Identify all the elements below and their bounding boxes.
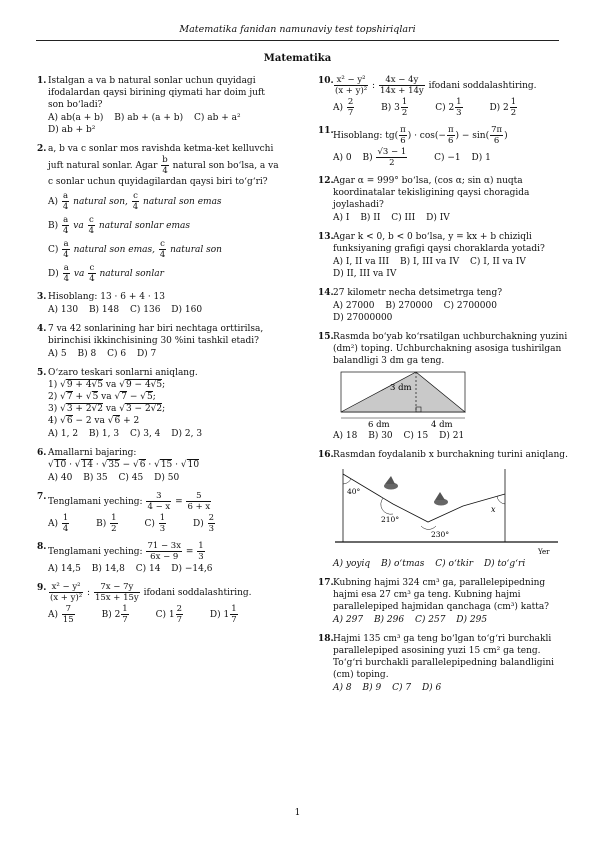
question-text-part1: a, b va c sonlar mos ravishda ketma-ket kelluvchi juft natural sonlar. Agar: [48, 144, 274, 171]
question-number: 17.: [318, 578, 334, 588]
option-a[interactable]: A) 0: [333, 153, 352, 163]
pair-3: 3) √3 + 2√2 va √3 − 2√2;: [48, 404, 166, 414]
question-number: 12.: [318, 176, 334, 186]
option-a[interactable]: A) 40: [48, 473, 73, 483]
answer-options: [48, 428, 282, 440]
question-number: 13.: [318, 232, 334, 242]
option-a[interactable]: A) $\frac{7}{15}$: [48, 604, 74, 625]
answer-options: [48, 513, 282, 534]
triangle-figure: [333, 370, 473, 428]
option-b[interactable]: B) ab + (a + b): [114, 113, 184, 123]
question-text: Amallarni bajaring:: [48, 448, 137, 458]
question-text: Kubning hajmi 324 cm³ ga, parallelepipedning hajmi esa 27 cm³ ga teng. Kubning hajmi parallelepiped hajmidan qanchaga (cm³) katta?: [333, 578, 550, 612]
ground-label: Yer: [538, 548, 550, 556]
header-rule: [36, 40, 559, 41]
bird-icon-1: [384, 476, 398, 490]
option-a[interactable]: A) $\frac{2}{7}$: [333, 97, 354, 118]
option-c[interactable]: C) $\frac{a}{4}$ natural son emas, $\frac{c}{4}$ natural son: [48, 239, 222, 260]
option-b[interactable]: B) 35: [83, 473, 108, 483]
angle-x-label: x: [491, 505, 496, 514]
question-text-label: Hisoblang:: [333, 131, 383, 141]
option-c[interactable]: C) 2700000: [443, 301, 497, 311]
option-c[interactable]: C) III: [391, 213, 416, 223]
pair-2: 2) √7 + √5 va √7 − √5;: [48, 392, 156, 402]
answer-options: [48, 348, 282, 360]
option-d-text2: natural sonlar: [99, 269, 164, 279]
bird-icon-2: [434, 492, 448, 506]
option-c[interactable]: C) 257: [414, 615, 446, 625]
question-14: [318, 287, 568, 324]
option-d[interactable]: D) 21: [439, 431, 465, 441]
question-number: 2.: [37, 144, 47, 154]
question-number: 5.: [37, 368, 47, 378]
option-a[interactable]: A) 5: [48, 349, 67, 359]
option-a[interactable]: A) 130: [48, 305, 79, 315]
option-b[interactable]: B) 2 $\frac{1}{7}$: [101, 604, 128, 625]
option-a-text2: natural son emas: [143, 197, 222, 207]
question-text: Rasmdan foydalanib x burchakning turini aniqlang.: [333, 450, 568, 460]
question-text: $\frac{\text{x² − y²}}{\text{(x + y)²}}$ : $\frac{7x - 7y}{15x + 15y}$ ifodani soddalashtiring.: [50, 582, 252, 603]
left-column: [37, 75, 282, 632]
path-line: [343, 474, 505, 522]
option-d[interactable]: D) $\frac{a}{4}$ va $\frac{c}{4}$ natural sonlar: [48, 263, 164, 284]
option-b[interactable]: B) 296: [373, 615, 405, 625]
question-15: [318, 331, 568, 442]
option-b[interactable]: B) 3 $\frac{1}{2}$: [381, 97, 408, 118]
question-text: $\frac{\text{x² − y²}}{\text{(x + y)²}}$ : $\frac{4x - 4y}{14x + 14y}$ ifodani soddalashtiring.: [335, 75, 537, 96]
pair-1: 1) √9 + 4√5 va √9 − 4√5;: [48, 380, 166, 390]
question-number: 9.: [37, 583, 47, 593]
option-c[interactable]: C) 2 $\frac{1}{3}$: [435, 97, 462, 118]
question-9: [37, 582, 282, 625]
question-text-part2: natural son bo‘lsa, a va c sonlar uchun quyidagilardan qaysi biri to‘g‘ri?: [48, 161, 279, 187]
option-c[interactable]: C) 15: [403, 431, 429, 441]
fraction-b-over-4: $\frac{b}{4}$: [162, 155, 168, 176]
option-c[interactable]: C) 3, 4: [129, 429, 161, 439]
angle-40-label: 40°: [347, 487, 361, 496]
option-d[interactable]: D) 2 $\frac{1}{2}$: [489, 97, 517, 118]
option-c[interactable]: C) ab + a²: [193, 113, 241, 123]
option-c-text1: natural son emas,: [73, 245, 155, 255]
question-18: [318, 633, 568, 694]
question-text: Hisoblang: tg( $\frac{\pi}{6}$ ) · cos(− $\frac{\pi}{6}$ ) − sin( $\frac{7\pi}{6}$ ): [333, 125, 508, 146]
option-d[interactable]: D) 7: [136, 349, 157, 359]
right-length-label: 4 dm: [431, 420, 453, 428]
question-text-label: ifodani soddalashtiring.: [143, 588, 252, 598]
option-a-text1: natural son,: [73, 197, 128, 207]
question-13: [318, 231, 568, 280]
option-c[interactable]: C) o‘tkir: [435, 559, 474, 569]
option-a[interactable]: A) I: [333, 213, 350, 223]
option-d[interactable]: D) II, III va IV: [333, 269, 397, 279]
question-number: 18.: [318, 634, 334, 644]
option-c[interactable]: C) I, II va IV: [470, 257, 526, 267]
option-c-text2: natural son: [170, 245, 222, 255]
question-number: 6.: [37, 448, 47, 458]
option-b[interactable]: B) 14,8: [91, 564, 125, 574]
option-b[interactable]: B) 9: [362, 683, 382, 693]
angle-figure: [333, 464, 563, 556]
option-a[interactable]: A) 297: [333, 615, 364, 625]
question-5: [37, 367, 282, 440]
question-text: Rasmda bo‘yab ko‘rsatilgan uchburchakning yuzini (dm²) toping. Uchburchakning asosiga tushirilgan balandligi 3 dm ga teng.: [333, 332, 568, 366]
question-4: [37, 323, 282, 360]
question-number: 1.: [37, 76, 47, 86]
answer-options: [333, 212, 568, 224]
question-number: 8.: [37, 542, 47, 552]
answer-options: [333, 300, 568, 312]
question-text: Hisoblang: 13 · 6 + 4 · 13: [48, 292, 166, 302]
option-b[interactable]: B) 30: [368, 431, 393, 441]
question-6: [37, 447, 282, 484]
option-a[interactable]: A) 27000: [333, 301, 375, 311]
question-text: 7 va 42 sonlarining har biri nechtaga orttirilsa, birinchisi ikkinchisining 30 %ini tashkil etadi?: [48, 324, 264, 346]
question-text-label: ifodani soddalashtiring.: [428, 81, 537, 91]
question-text: O‘zaro teskari sonlarni aniqlang.: [48, 368, 198, 378]
answer-options: [333, 97, 568, 118]
option-d[interactable]: D) 295: [456, 615, 488, 625]
answer-options: [333, 430, 568, 442]
option-b[interactable]: B) $\frac{1}{2}$: [96, 513, 117, 534]
question-number: 4.: [37, 324, 47, 334]
answer-options: [333, 614, 568, 626]
answer-options: [48, 191, 282, 284]
answer-options: [333, 256, 568, 268]
answer-options: [48, 563, 282, 575]
page-title: Matematika: [263, 53, 332, 64]
question-number: 11.: [318, 126, 334, 136]
answer-options: [333, 682, 568, 694]
question-11: [318, 125, 568, 168]
question-number: 3.: [37, 292, 47, 302]
pair-4: 4) √6 − 2 va √6 + 2: [48, 416, 140, 426]
question-number: 7.: [37, 492, 47, 502]
option-d[interactable]: D) 1 $\frac{1}{7}$: [209, 604, 237, 625]
option-a[interactable]: A) 1, 2: [48, 429, 79, 439]
question-text: Tenglamani yeching: $\frac{71 - 3x}{6x - 9}$ = $\frac{1}{3}$: [48, 541, 204, 562]
angle-arc-4: [497, 496, 505, 504]
option-c[interactable]: C) 1 $\frac{2}{7}$: [155, 604, 182, 625]
option-c[interactable]: C) 6: [107, 349, 127, 359]
option-d[interactable]: D) 2, 3: [171, 429, 203, 439]
option-b[interactable]: B) 270000: [385, 301, 433, 311]
question-text: Istalgan a va b natural sonlar uchun quyidagi ifodalardan qaysi birining qiymati har doim juft son bo‘ladi?: [48, 76, 265, 110]
option-d[interactable]: D) 1: [471, 153, 491, 163]
answer-options: [48, 472, 282, 484]
question-2: [37, 143, 282, 284]
question-text: [48, 143, 282, 188]
question-number: 15.: [318, 332, 334, 342]
question-text-label: Tenglamani yeching:: [48, 497, 143, 507]
option-a[interactable]: A) 8: [333, 683, 352, 693]
question-1: [37, 75, 282, 136]
question-text-label: Tenglamani yeching:: [48, 547, 143, 557]
question-text: Hajmi 135 cm³ ga teng bo‘lgan to‘g‘ri burchakli parallelepiped asosining yuzi 15 cm² ga teng. To‘g‘ri burchakli parallelepipedning balandligini (cm) toping.: [333, 634, 555, 680]
question-17: [318, 577, 568, 626]
option-c[interactable]: C) 136: [129, 305, 161, 315]
question-text: 27 kilometr necha detsimetrga teng?: [333, 288, 503, 298]
answer-options: [333, 147, 568, 168]
right-column: [318, 75, 568, 701]
option-c[interactable]: C) 45: [118, 473, 144, 483]
answer-options: [333, 558, 568, 570]
option-b-text2: natural sonlar emas: [98, 221, 190, 231]
option-d[interactable]: D) −14,6: [171, 564, 213, 574]
question-number: 14.: [318, 288, 334, 298]
option-b[interactable]: B) o‘tmas: [380, 559, 425, 569]
question-7: [37, 491, 282, 534]
expression: √10 · √14 · √35 − √6 · √15 · √10: [48, 460, 200, 470]
option-a[interactable]: A) $\frac{a}{4}$ natural son, $\frac{c}{4}$ natural son emas: [48, 191, 222, 212]
question-12: [318, 175, 568, 224]
option-b[interactable]: B) 8: [77, 349, 97, 359]
question-number: 16.: [318, 450, 334, 460]
option-a[interactable]: A) 18: [333, 431, 358, 441]
option-d[interactable]: D) $\frac{2}{3}$: [193, 513, 215, 534]
option-b[interactable]: B) $\frac{√3 - 1}{2}$: [362, 147, 407, 168]
option-d[interactable]: D) to‘g‘ri: [483, 559, 526, 569]
question-text: Agar k < 0, b < 0 bo‘lsa, y = kx + b chiziqli funksiyaning grafigi qaysi choraklarda yotadi?: [333, 232, 545, 254]
option-c[interactable]: C) −1: [434, 153, 461, 163]
option-b-text1: va: [73, 221, 84, 231]
option-a[interactable]: A) ab(a + b): [48, 113, 104, 123]
page-header: Matematika fanidan namunaviy test topshiriqlari: [179, 24, 416, 35]
option-b[interactable]: B) II: [360, 213, 381, 223]
option-c[interactable]: C) $\frac{1}{3}$: [144, 513, 166, 534]
option-c[interactable]: C) 14: [135, 564, 161, 574]
option-b[interactable]: B) 148: [88, 305, 120, 315]
angle-arc-1: [343, 479, 351, 484]
question-text: Agar α = 999° bo‘lsa, (cos α; sin α) nuqta koordinatalar tekisligining qaysi choragida joylashadi?: [333, 176, 530, 210]
option-d[interactable]: D) 27000000: [333, 313, 393, 323]
answer-options: [48, 304, 282, 316]
height-label: 3 dm: [390, 383, 412, 393]
option-d[interactable]: D) 6: [421, 683, 442, 693]
option-d-text1: va: [73, 269, 85, 279]
question-16: [318, 449, 568, 570]
question-number: 10.: [318, 76, 334, 86]
option-a[interactable]: A) 14,5: [48, 564, 81, 574]
page-number: 1: [294, 808, 301, 818]
option-a[interactable]: A) yoyiq: [333, 559, 371, 569]
angle-230-label: 230°: [431, 530, 450, 539]
option-b[interactable]: B) $\frac{a}{4}$ va $\frac{c}{4}$ natural sonlar emas: [48, 215, 190, 236]
question-10: [318, 75, 568, 118]
option-a[interactable]: A) I, II va III: [333, 257, 390, 267]
angle-210-label: 210°: [381, 515, 400, 524]
question-3: [37, 291, 282, 316]
answer-options: [48, 112, 282, 124]
option-b[interactable]: B) 1, 3: [88, 429, 120, 439]
option-b[interactable]: B) I, III va IV: [399, 257, 460, 267]
option-d[interactable]: D) 50: [154, 473, 180, 483]
option-c[interactable]: C) 7: [392, 683, 412, 693]
option-d[interactable]: D) 160: [171, 305, 203, 315]
question-text: Tenglamani yeching: $\frac{3}{4 - x}$ = $\frac{5}{6 + x}$: [48, 491, 211, 512]
angle-arc-3: [421, 526, 436, 529]
option-d[interactable]: D) ab + b²: [48, 125, 96, 135]
option-a[interactable]: A) $\frac{1}{4}$: [48, 513, 69, 534]
question-8: [37, 541, 282, 575]
answer-options: [48, 604, 282, 625]
option-d[interactable]: D) IV: [426, 213, 450, 223]
left-length-label: 6 dm: [368, 420, 390, 428]
